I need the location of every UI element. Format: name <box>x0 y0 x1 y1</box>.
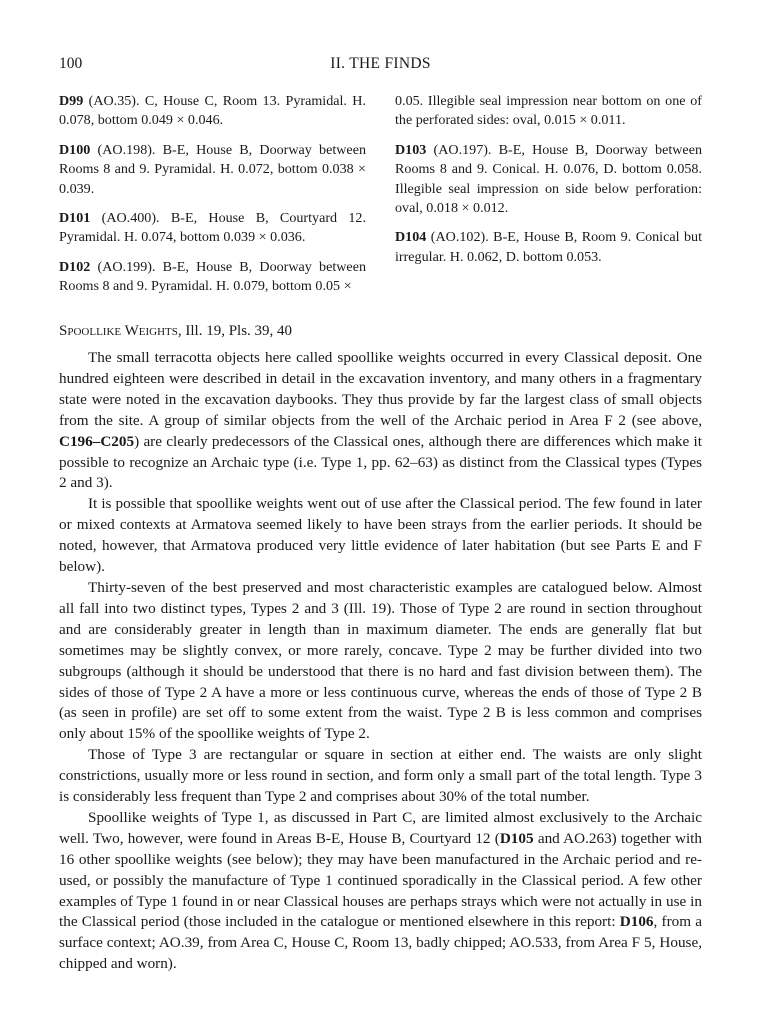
entry-id: D101 <box>59 210 91 227</box>
page-header <box>59 55 702 77</box>
catalogue-ref: C196–C205 <box>59 432 135 450</box>
running-title: II. THE FINDS <box>330 55 431 72</box>
body-text <box>59 348 702 975</box>
entry-text: (AO.400). B-E, House B, Courtyard 12. Pyramidal. H. 0.074, bottom 0.039 × 0.036. <box>59 210 366 246</box>
entry-text: (AO.198). B-E, House B, Doorway between Rooms 8 and 9. Pyramidal. H. 0.072, bottom 0.038 × 0.039. <box>59 141 366 197</box>
entry-id: D99 <box>59 93 84 109</box>
page-number: 100 <box>59 55 83 72</box>
entry-id: D104 <box>395 229 427 246</box>
catalogue-entry <box>59 258 366 297</box>
paragraph-text: , from a surface context; AO.39, from Area C, House C, Room 13, badly chipped; AO.533, from Area F 5, House, chipped and worn). <box>59 913 702 973</box>
entry-id: D102 <box>59 258 91 275</box>
catalogue-ref: D105 <box>499 829 534 847</box>
paragraph-text: ) are clearly predecessors of the Classical ones, although there are differences which make it possible to recognize an Archaic type (i.e. Type 1, pp. 62–63) as distinct from the Classical types (Types 2 and 3). <box>59 432 702 492</box>
entry-text: (AO.102). B-E, House B, Room 9. Conical but irregular. H. 0.062, D. bottom 0.053. <box>395 229 702 265</box>
section-title: Spoollike Weights <box>59 323 178 339</box>
paragraph <box>59 348 702 494</box>
catalogue-left-column <box>59 92 366 307</box>
section-heading <box>59 323 292 340</box>
catalogue-columns <box>59 92 702 307</box>
entry-id: D103 <box>395 141 427 158</box>
catalogue-entry <box>59 141 366 199</box>
catalogue-entry <box>59 92 366 131</box>
catalogue-entry <box>59 209 366 248</box>
paragraph-text: and AO.263) together with 16 other spoollike weights (see below); they may have been manufactured in the Archaic period and re-used, or possibly the manufacture of Type 1 continued sporadically in the Classical period. A few other examples of Type 1 found in or near Classical houses are perhaps strays which were not actually in use in the Classical period (those included in the catalogue or mentioned elsewhere in this report: <box>59 829 702 931</box>
entry-text: (AO.199). B-E, House B, Doorway between Rooms 8 and 9. Pyramidal. H. 0.079, bottom 0.05 × <box>59 258 366 295</box>
catalogue-entry <box>395 141 702 219</box>
catalogue-entry-continuation: 0.05. Illegible seal impression near bottom on one of the perforated sides: oval, 0.015 × 0.011. <box>395 93 702 129</box>
catalogue-ref: D106 <box>619 913 654 931</box>
entry-text: (AO.35). C, House C, Room 13. Pyramidal. H. 0.078, bottom 0.049 × 0.046. <box>59 93 366 129</box>
paragraph-text: Spoollike weights of Type 1, as discussed in Part C, are limited almost exclusively to the Archaic well. Two, however, were found in Areas B-E, House B, Courtyard 12 ( <box>59 808 702 847</box>
paragraph: It is possible that spoollike weights went out of use after the Classical period. The few found in later or mixed contexts at Armatova seemed likely to have been strays from the earlier periods. It should be noted, however, that Armatova produced very little evidence of later habitation (but see Parts E and F below). <box>59 495 702 576</box>
paragraph <box>59 808 702 975</box>
catalogue-entry <box>395 228 702 267</box>
catalogue-right-column <box>395 92 702 307</box>
entry-id: D100 <box>59 141 91 158</box>
paragraph: Thirty-seven of the best preserved and most characteristic examples are catalogued below. Almost all fall into two distinct types, Types 2 and 3 (Ill. 19). Those of Type 2 are round in section throughout and are considerably greater in length than in maximum diameter. The ends are generally flat but sometimes may be slightly convex, or more rarely, concave. Type 2 may be further divided into two subgroups (although it should be understood that there is no hard and fast division between them). The sides of those of Type 2 A have a more or less continuous curve, whereas the ends of those of Type 2 B (as seen in profile) are set off to some extent from the waist. Type 2 B is less common and comprises only about 15% of the spoollike weights of Type 2. <box>59 578 702 743</box>
section-refs: , Ill. 19, Pls. 39, 40 <box>177 323 293 339</box>
paragraph-text: The small terracotta objects here called spoollike weights occurred in every Classical deposit. One hundred eighteen were described in detail in the excavation inventory, and many others in a fragmentary state were noted in the excavation daybooks. They thus provide by far the largest class of small objects from the site. A group of similar objects from the well of the Archaic period in Area F 2 (see above, <box>59 349 702 429</box>
entry-text: (AO.197). B-E, House B, Doorway between Rooms 8 and 9. Conical. H. 0.076, D. bottom 0.058. Illegible seal impression on side below perforation: oval, 0.018 × 0.012. <box>395 141 702 217</box>
paragraph: Those of Type 3 are rectangular or square in section at either end. The waists are only slight constrictions, usually more or less round in section, and form only a small part of the total length. Type 3 is considerably less frequent than Type 2 and comprises about 30% of the total number. <box>59 746 702 806</box>
